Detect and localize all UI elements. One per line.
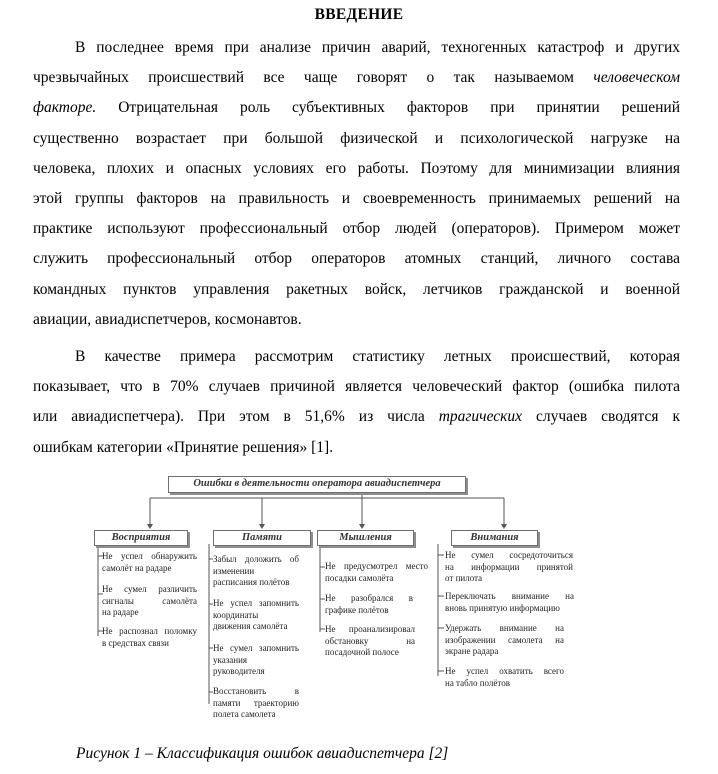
attention-item: Переключать внимание на вновь принятую информацию [445, 591, 574, 613]
text-line: практике используют профессиональный отбор людей (операторов). Примером может [33, 220, 680, 238]
category-memory: Памяти [213, 530, 311, 546]
text-line: командных пунктов управления ракетных войск, летчиков гражданской и военной [33, 280, 680, 298]
thinking-item: Не проанализировал обстановку на посадочной полосе [325, 624, 415, 657]
memory-item: Восстановить в памяти траекторию полета самолета [213, 686, 299, 719]
attention-item: Удержать внимание на изображении самолета на экране радара [445, 623, 564, 656]
diagram-root-node: Ошибки в деятельности оператора авиадиспетчера [168, 476, 466, 493]
text-line: авиации, авиадиспетчеров, космонавтов. [33, 310, 302, 328]
emphasis-text: факторе. [33, 99, 97, 117]
text-line: существенно возрастает при большой физической и психологической нагрузке на [33, 129, 680, 147]
perception-item: Не распознал поломку в средствах связи [102, 626, 197, 648]
category-attention: Внимания [451, 530, 538, 546]
category-thinking: Мышления [317, 530, 414, 546]
text-line: В качестве примера рассмотрим статистику летных происшествий, которая [75, 348, 680, 365]
thinking-item: Не предусмотрел место посадки самолёта [325, 561, 428, 583]
memory-item: Не сумел запомнить указания руководителя [213, 643, 299, 676]
text-line: этой группы факторов на правильность и своевременность принимаемых решений на [33, 189, 680, 207]
intro-paragraph-2 [33, 342, 680, 463]
attention-item: Не сумел сосредоточиться на информации принятой от пилота [445, 550, 573, 583]
memory-item: Не успел запомнить координаты движения самолёта [213, 598, 299, 631]
text-line: служить профессиональный отбор операторов атомных станций, личного состава [33, 250, 680, 268]
error-classification-diagram [92, 472, 592, 724]
text-line: чрезвычайных происшествий все чаще говорят о так называемом человеческом [33, 69, 680, 87]
text-line: показывает, что в 70% случаев причиной является человеческий фактор (ошибка пилота [33, 378, 680, 396]
thinking-item: Не разобрался в графике полётов [325, 593, 413, 615]
emphasis-text: человеческом [593, 69, 680, 87]
text-line: В последнее время при анализе причин аварий, техногенных катастроф и других [75, 39, 680, 56]
text-line: ошибкам категории «Принятие решения» [1]. [33, 438, 334, 456]
intro-paragraph-1 [33, 33, 680, 335]
text-line: или авиадиспетчера). При этом в 51,6% из числа трагических случаев сводятся к [33, 408, 680, 426]
text-line: человека, плохих и опасных условиях его работы. Поэтому для минимизации влияния [33, 159, 680, 177]
figure-caption: Рисунок 1 – Классификация ошибок авиадиспетчера [2] [76, 745, 449, 762]
perception-item: Не сумел различить сигналы самолёта на радаре [102, 584, 197, 617]
category-perception: Восприятия [94, 530, 188, 546]
attention-item: Не успел охватить всего на табло полётов [445, 666, 564, 688]
perception-item: Не успел обнаружить самолёт на радаре [102, 551, 197, 573]
page-title: ВВЕДЕНИЕ [314, 6, 404, 23]
text-line: факторе. Отрицательная роль субъективных факторов при принятии решений [33, 99, 680, 117]
memory-item: Забыл доложить об изменении расписания полётов [213, 554, 299, 587]
emphasis-text: трагических [438, 408, 523, 426]
